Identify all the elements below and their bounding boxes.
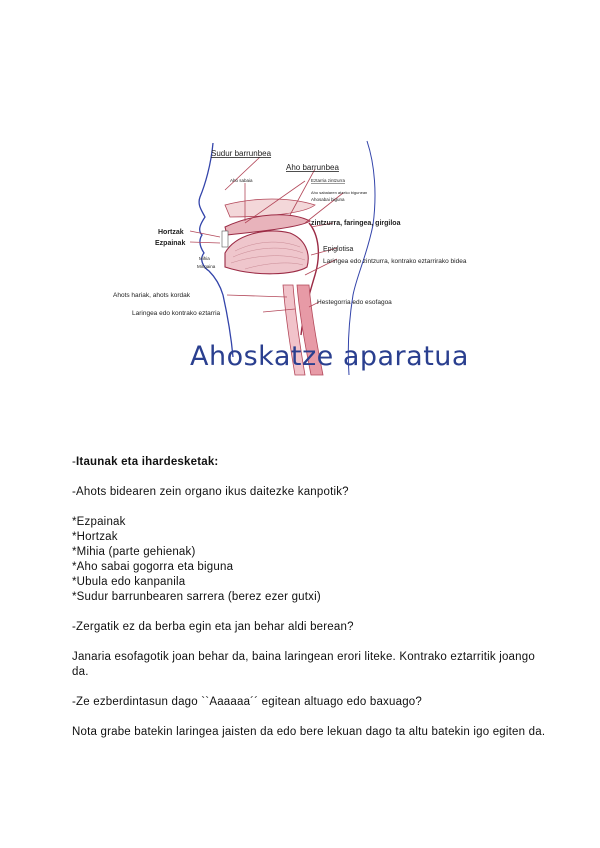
nasal-cavity [225, 199, 315, 217]
label-hortzak: Hortzak [158, 229, 184, 236]
question-2: -Zergatik ez da berba egin eta jan behar aldi berean? [72, 621, 354, 633]
label-ahots-hariak: Ahots hariak, ahots kordak [113, 292, 190, 299]
list-item: *Sudur barrunbearen sarrera (berez ezer gutxi) [72, 591, 321, 603]
qa-document [72, 455, 552, 740]
diagram-title: Ahoskatze aparatua [190, 341, 469, 372]
label-ezpainak: Ezpainak [155, 240, 186, 247]
label-aho-barrunbea: Aho barrunbea [286, 163, 339, 172]
list-item: *Ezpainak [72, 516, 126, 528]
teeth-shape [222, 231, 228, 247]
question-3: -Ze ezberdintasun dago ``Aaaaaa´´ egitean altuago edo baxuago? [72, 696, 422, 708]
vocal-apparatus-diagram [105, 135, 510, 380]
label-sudur-barrunbea: Sudur barrunbea [211, 149, 272, 158]
answer-2: Janaria esofagotik joan behar da, baina laringean erori liteke. Kontrako eztarritik joango da. [72, 651, 535, 678]
heading-prefix: - [72, 456, 77, 468]
qa-heading [72, 455, 552, 470]
list-item: *Aho sabai gogorra eta biguna [72, 561, 234, 573]
label-laringea-kontrako: Laringea edo kontrako eztarria [132, 310, 221, 317]
question-1: -Ahots bidearen zein organo ikus daitezke kanpotik? [72, 486, 349, 498]
answer-3: Nota grabe batekin laringea jaisten da edo bere lekuan dago ta altu batekin igo egiten da. [72, 726, 546, 738]
list-item: *Mihia (parte gehienak) [72, 546, 196, 558]
label-zintzurra: zintzurra, faringea, girgiloa [311, 220, 401, 227]
list-item: *Hortzak [72, 531, 118, 543]
label-ahosabai-biguna: Ahosabai biguna [311, 197, 345, 202]
label-eztarria: Eztarria zintzurra [311, 178, 346, 183]
label-epiglotisa: Epiglotisa [323, 246, 354, 253]
label-mihia: Mihia [199, 256, 210, 261]
list-item: *Ubula edo kanpanila [72, 576, 186, 588]
label-hestegorria: Hestegorria edo esofagoa [317, 299, 392, 306]
label-aho-sabaiaren-atzeko: Aho sabaiaren atzeko bigunean [311, 190, 368, 195]
label-laringea: Laringea edo zintzurra, kontrako eztarrirako bidea [323, 258, 467, 265]
label-mingaina: Mingaina [197, 264, 216, 269]
tongue-shape [225, 231, 308, 274]
heading-text: Itaunak eta ihardesketak: [76, 456, 219, 468]
label-aho-sabaia: Aho sabaia [230, 178, 253, 183]
